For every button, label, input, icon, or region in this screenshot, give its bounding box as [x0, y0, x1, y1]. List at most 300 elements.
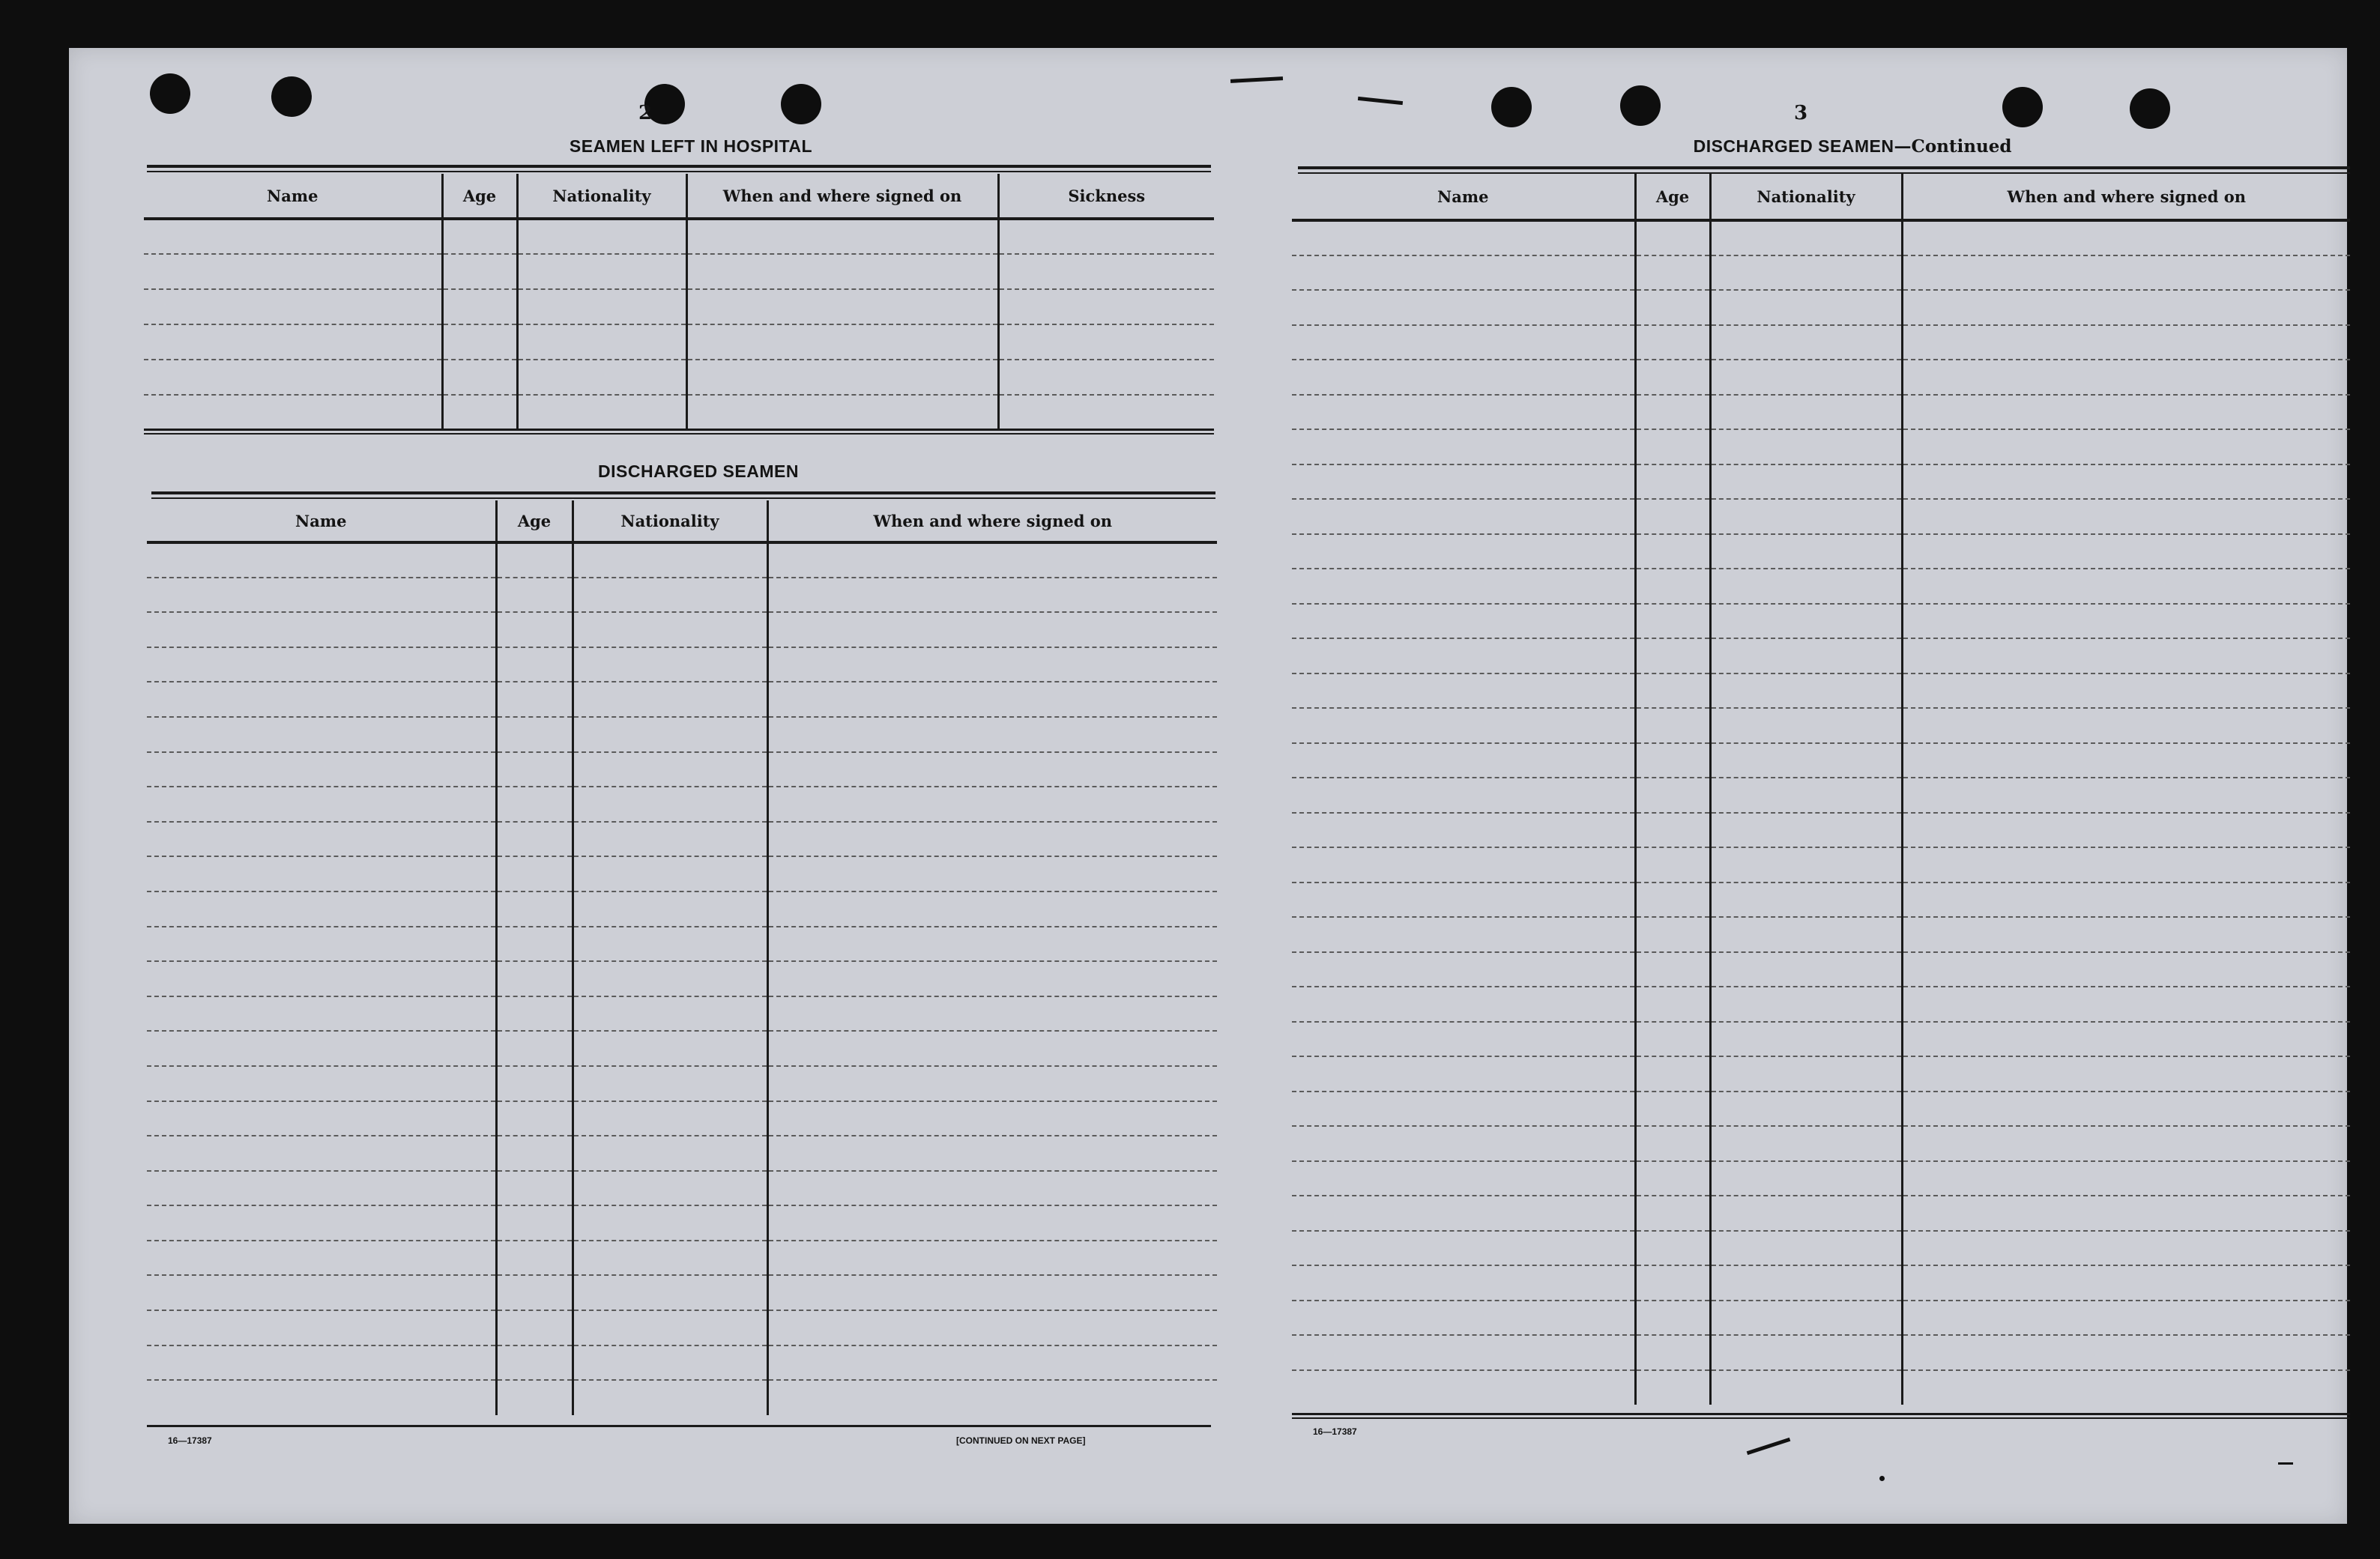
age-cell[interactable] — [496, 1136, 573, 1171]
signed-on-cell[interactable] — [1902, 1196, 2350, 1231]
table-row — [147, 856, 1217, 891]
nationality-cell[interactable] — [1710, 952, 1902, 987]
name-cell[interactable] — [144, 254, 442, 289]
signed-on-cell[interactable] — [767, 1171, 1217, 1206]
age-cell[interactable] — [1635, 1126, 1710, 1161]
nationality-cell[interactable] — [1710, 429, 1902, 464]
nationality-cell[interactable] — [1710, 987, 1902, 1022]
age-cell[interactable] — [442, 219, 517, 254]
signed-on-cell[interactable] — [1902, 673, 2350, 709]
nationality-cell[interactable] — [1710, 325, 1902, 360]
age-cell[interactable] — [496, 961, 573, 996]
age-cell[interactable] — [496, 1275, 573, 1310]
nationality-cell[interactable] — [573, 1171, 767, 1206]
nationality-cell[interactable] — [1710, 1265, 1902, 1301]
name-cell[interactable] — [1292, 1231, 1635, 1266]
nationality-cell[interactable] — [1710, 883, 1902, 918]
name-cell[interactable] — [1292, 325, 1635, 360]
nationality-cell[interactable] — [1710, 1056, 1902, 1092]
table-row — [147, 542, 1217, 578]
nationality-cell[interactable] — [517, 219, 686, 254]
discharged-title-rule — [151, 491, 1215, 499]
title-main: DISCHARGED SEAMEN — [1693, 136, 1894, 156]
column-header-age: Age — [442, 174, 517, 219]
signed-on-cell[interactable] — [1902, 638, 2350, 673]
nationality-cell[interactable] — [573, 647, 767, 682]
name-cell[interactable] — [1292, 1265, 1635, 1301]
signed-on-cell[interactable] — [767, 927, 1217, 962]
name-cell[interactable] — [147, 647, 496, 682]
signed-on-cell[interactable] — [767, 822, 1217, 857]
age-cell[interactable] — [1635, 1370, 1710, 1405]
signed-on-cell[interactable] — [767, 787, 1217, 822]
signed-on-cell[interactable] — [767, 1345, 1217, 1381]
name-cell[interactable] — [147, 822, 496, 857]
name-cell[interactable] — [1292, 534, 1635, 569]
name-cell[interactable] — [1292, 847, 1635, 883]
nationality-cell[interactable] — [573, 1136, 767, 1171]
signed-on-cell[interactable] — [1902, 1301, 2350, 1336]
signed-on-cell[interactable] — [767, 682, 1217, 717]
nationality-cell[interactable] — [1710, 464, 1902, 500]
signed-on-cell[interactable] — [686, 254, 998, 289]
name-cell[interactable] — [1292, 220, 1635, 255]
name-cell[interactable] — [1292, 813, 1635, 848]
nationality-cell[interactable] — [573, 927, 767, 962]
name-cell[interactable] — [1292, 1370, 1635, 1405]
age-cell[interactable] — [1635, 290, 1710, 325]
signed-on-cell[interactable] — [1902, 220, 2350, 255]
name-cell[interactable] — [1292, 569, 1635, 604]
age-cell[interactable] — [1635, 1022, 1710, 1057]
name-cell[interactable] — [147, 542, 496, 578]
name-cell[interactable] — [144, 324, 442, 360]
signed-on-cell[interactable] — [767, 1380, 1217, 1415]
nationality-cell[interactable] — [1710, 290, 1902, 325]
table-row — [144, 360, 1214, 395]
age-cell[interactable] — [1635, 1092, 1710, 1127]
age-cell[interactable] — [1635, 395, 1710, 430]
name-cell[interactable] — [147, 1136, 496, 1171]
name-cell[interactable] — [1292, 673, 1635, 709]
name-cell[interactable] — [147, 1275, 496, 1310]
age-cell[interactable] — [496, 578, 573, 613]
table-row — [147, 1066, 1217, 1101]
age-cell[interactable] — [1635, 638, 1710, 673]
nationality-cell[interactable] — [573, 542, 767, 578]
nationality-cell[interactable] — [573, 1345, 767, 1381]
name-cell[interactable] — [1292, 395, 1635, 430]
signed-on-cell[interactable] — [767, 996, 1217, 1032]
signed-on-cell[interactable] — [1902, 360, 2350, 395]
nationality-cell[interactable] — [517, 324, 686, 360]
signed-on-cell[interactable] — [686, 395, 998, 430]
signed-on-cell[interactable] — [1902, 883, 2350, 918]
nationality-cell[interactable] — [1710, 604, 1902, 639]
age-cell[interactable] — [1635, 604, 1710, 639]
name-cell[interactable] — [1292, 987, 1635, 1022]
age-cell[interactable] — [496, 787, 573, 822]
age-cell[interactable] — [496, 996, 573, 1032]
age-cell[interactable] — [1635, 952, 1710, 987]
table-row — [1292, 325, 2350, 360]
age-cell[interactable] — [496, 717, 573, 752]
name-cell[interactable] — [147, 927, 496, 962]
name-cell[interactable] — [1292, 255, 1635, 291]
signed-on-cell[interactable] — [1902, 813, 2350, 848]
nationality-cell[interactable] — [1710, 813, 1902, 848]
signed-on-cell[interactable] — [686, 360, 998, 395]
name-cell[interactable] — [1292, 708, 1635, 743]
name-cell[interactable] — [1292, 917, 1635, 952]
age-cell[interactable] — [1635, 673, 1710, 709]
nationality-cell[interactable] — [1710, 569, 1902, 604]
signed-on-cell[interactable] — [767, 1101, 1217, 1136]
name-cell[interactable] — [147, 1241, 496, 1276]
age-cell[interactable] — [496, 1241, 573, 1276]
signed-on-cell[interactable] — [767, 856, 1217, 891]
nationality-cell[interactable] — [517, 254, 686, 289]
age-cell[interactable] — [496, 1345, 573, 1381]
nationality-cell[interactable] — [1710, 778, 1902, 813]
sickness-cell[interactable] — [998, 360, 1214, 395]
signed-on-cell[interactable] — [1902, 952, 2350, 987]
signed-on-cell[interactable] — [1902, 395, 2350, 430]
table-row — [1292, 1231, 2350, 1266]
age-cell[interactable] — [1635, 743, 1710, 778]
name-cell[interactable] — [1292, 952, 1635, 987]
signed-on-cell[interactable] — [1902, 325, 2350, 360]
age-cell[interactable] — [1635, 708, 1710, 743]
signed-on-cell[interactable] — [1902, 1126, 2350, 1161]
age-cell[interactable] — [1635, 220, 1710, 255]
nationality-cell[interactable] — [1710, 1022, 1902, 1057]
signed-on-cell[interactable] — [1902, 290, 2350, 325]
nationality-cell[interactable] — [573, 1066, 767, 1101]
nationality-cell[interactable] — [1710, 499, 1902, 534]
nationality-cell[interactable] — [1710, 1092, 1902, 1127]
nationality-cell[interactable] — [573, 1241, 767, 1276]
name-cell[interactable] — [144, 360, 442, 395]
nationality-cell[interactable] — [1710, 673, 1902, 709]
name-cell[interactable] — [1292, 1161, 1635, 1196]
signed-on-cell[interactable] — [767, 717, 1217, 752]
table-row — [1292, 569, 2350, 604]
age-cell[interactable] — [496, 927, 573, 962]
signed-on-cell[interactable] — [1902, 1056, 2350, 1092]
name-cell[interactable] — [147, 612, 496, 647]
column-header-nationality: Nationality — [517, 174, 686, 219]
age-cell[interactable] — [1635, 1265, 1710, 1301]
table-row — [1292, 395, 2350, 430]
nationality-cell[interactable] — [1710, 917, 1902, 952]
nationality-cell[interactable] — [573, 1205, 767, 1241]
age-cell[interactable] — [1635, 499, 1710, 534]
nationality-cell[interactable] — [573, 717, 767, 752]
table-row — [1292, 743, 2350, 778]
nationality-cell[interactable] — [1710, 743, 1902, 778]
signed-on-cell[interactable] — [767, 1310, 1217, 1345]
name-cell[interactable] — [1292, 1301, 1635, 1336]
signed-on-cell[interactable] — [767, 647, 1217, 682]
nationality-cell[interactable] — [1710, 534, 1902, 569]
age-cell[interactable] — [496, 682, 573, 717]
age-cell[interactable] — [1635, 917, 1710, 952]
name-cell[interactable] — [144, 289, 442, 324]
nationality-cell[interactable] — [1710, 847, 1902, 883]
table-row — [147, 1136, 1217, 1171]
signed-on-cell[interactable] — [767, 1066, 1217, 1101]
age-cell[interactable] — [496, 752, 573, 787]
name-cell[interactable] — [1292, 1126, 1635, 1161]
age-cell[interactable] — [1635, 1301, 1710, 1336]
name-cell[interactable] — [147, 682, 496, 717]
name-cell[interactable] — [1292, 360, 1635, 395]
name-cell[interactable] — [147, 856, 496, 891]
age-cell[interactable] — [496, 1380, 573, 1415]
age-cell[interactable] — [1635, 569, 1710, 604]
name-cell[interactable] — [1292, 743, 1635, 778]
nationality-cell[interactable] — [517, 395, 686, 430]
name-cell[interactable] — [1292, 778, 1635, 813]
age-cell[interactable] — [1635, 883, 1710, 918]
age-cell[interactable] — [442, 324, 517, 360]
signed-on-cell[interactable] — [767, 891, 1217, 927]
punch-hole — [2002, 87, 2043, 127]
column-header-age: Age — [1635, 174, 1710, 220]
nationality-cell[interactable] — [1710, 708, 1902, 743]
name-cell[interactable] — [144, 395, 442, 430]
signed-on-cell[interactable] — [1902, 1092, 2350, 1127]
name-cell[interactable] — [1292, 1092, 1635, 1127]
name-cell[interactable] — [147, 717, 496, 752]
name-cell[interactable] — [147, 1380, 496, 1415]
signed-on-cell[interactable] — [686, 324, 998, 360]
nationality-cell[interactable] — [1710, 1301, 1902, 1336]
table-row — [147, 1310, 1217, 1345]
age-cell[interactable] — [1635, 429, 1710, 464]
nationality-cell[interactable] — [517, 289, 686, 324]
page-number-right: 3 — [1794, 102, 1808, 124]
column-header-name: Name — [147, 500, 496, 542]
age-cell[interactable] — [496, 542, 573, 578]
nationality-cell[interactable] — [573, 822, 767, 857]
age-cell[interactable] — [496, 1101, 573, 1136]
name-cell[interactable] — [1292, 883, 1635, 918]
age-cell[interactable] — [1635, 255, 1710, 291]
age-cell[interactable] — [1635, 778, 1710, 813]
sickness-cell[interactable] — [998, 395, 1214, 430]
signed-on-cell[interactable] — [767, 1031, 1217, 1066]
age-cell[interactable] — [442, 254, 517, 289]
signed-on-cell[interactable] — [1902, 1265, 2350, 1301]
age-cell[interactable] — [496, 1066, 573, 1101]
name-cell[interactable] — [1292, 638, 1635, 673]
punch-hole — [781, 84, 821, 124]
age-cell[interactable] — [1635, 360, 1710, 395]
age-cell[interactable] — [442, 360, 517, 395]
signed-on-cell[interactable] — [686, 219, 998, 254]
signed-on-cell[interactable] — [1902, 534, 2350, 569]
signed-on-cell[interactable] — [767, 1241, 1217, 1276]
nationality-cell[interactable] — [1710, 1370, 1902, 1405]
signed-on-cell[interactable] — [1902, 569, 2350, 604]
signed-on-cell[interactable] — [1902, 499, 2350, 534]
age-cell[interactable] — [496, 1171, 573, 1206]
table-row — [147, 996, 1217, 1032]
name-cell[interactable] — [144, 219, 442, 254]
signed-on-cell[interactable] — [1902, 429, 2350, 464]
sickness-cell[interactable] — [998, 324, 1214, 360]
nationality-cell[interactable] — [573, 578, 767, 613]
signed-on-cell[interactable] — [767, 542, 1217, 578]
nationality-cell[interactable] — [573, 752, 767, 787]
age-cell[interactable] — [1635, 1196, 1710, 1231]
nationality-cell[interactable] — [1710, 255, 1902, 291]
signed-on-cell[interactable] — [1902, 1022, 2350, 1057]
signed-on-cell[interactable] — [1902, 1161, 2350, 1196]
age-cell[interactable] — [1635, 847, 1710, 883]
age-cell[interactable] — [1635, 987, 1710, 1022]
name-cell[interactable] — [147, 1345, 496, 1381]
name-cell[interactable] — [1292, 1022, 1635, 1057]
name-cell[interactable] — [147, 961, 496, 996]
signed-on-cell[interactable] — [1902, 917, 2350, 952]
signed-on-cell[interactable] — [1902, 464, 2350, 500]
sickness-cell[interactable] — [998, 219, 1214, 254]
signed-on-cell[interactable] — [1902, 1335, 2350, 1370]
nationality-cell[interactable] — [1710, 220, 1902, 255]
signed-on-cell[interactable] — [1902, 778, 2350, 813]
nationality-cell[interactable] — [1710, 360, 1902, 395]
signed-on-cell[interactable] — [1902, 1370, 2350, 1405]
nationality-cell[interactable] — [573, 682, 767, 717]
continued-title-rule — [1298, 166, 2350, 174]
age-cell[interactable] — [1635, 325, 1710, 360]
nationality-cell[interactable] — [1710, 1161, 1902, 1196]
name-cell[interactable] — [147, 578, 496, 613]
signed-on-cell[interactable] — [767, 752, 1217, 787]
signed-on-cell[interactable] — [1902, 847, 2350, 883]
age-cell[interactable] — [496, 856, 573, 891]
table-row — [147, 578, 1217, 613]
signed-on-cell[interactable] — [1902, 604, 2350, 639]
age-cell[interactable] — [1635, 534, 1710, 569]
column-header-name: Name — [1292, 174, 1635, 220]
name-cell[interactable] — [147, 1031, 496, 1066]
nationality-cell[interactable] — [573, 996, 767, 1032]
name-cell[interactable] — [147, 787, 496, 822]
signed-on-cell[interactable] — [1902, 1231, 2350, 1266]
name-cell[interactable] — [147, 1101, 496, 1136]
name-cell[interactable] — [1292, 429, 1635, 464]
nationality-cell[interactable] — [573, 1310, 767, 1345]
nationality-cell[interactable] — [573, 612, 767, 647]
nationality-cell[interactable] — [1710, 1231, 1902, 1266]
table-row — [147, 1345, 1217, 1381]
signed-on-cell[interactable] — [767, 1275, 1217, 1310]
nationality-cell[interactable] — [1710, 1196, 1902, 1231]
column-header-nationality: Nationality — [1710, 174, 1902, 220]
age-cell[interactable] — [496, 1205, 573, 1241]
name-cell[interactable] — [1292, 1196, 1635, 1231]
nationality-cell[interactable] — [1710, 1126, 1902, 1161]
sickness-cell[interactable] — [998, 254, 1214, 289]
age-cell[interactable] — [1635, 1335, 1710, 1370]
discharged-table — [147, 500, 1217, 1415]
nationality-cell[interactable] — [517, 360, 686, 395]
ink-mark — [1358, 97, 1403, 105]
age-cell[interactable] — [442, 289, 517, 324]
name-cell[interactable] — [1292, 464, 1635, 500]
signed-on-cell[interactable] — [1902, 708, 2350, 743]
name-cell[interactable] — [1292, 290, 1635, 325]
age-cell[interactable] — [496, 1310, 573, 1345]
table-row — [147, 961, 1217, 996]
age-cell[interactable] — [1635, 464, 1710, 500]
nationality-cell[interactable] — [573, 1380, 767, 1415]
age-cell[interactable] — [442, 395, 517, 430]
nationality-cell[interactable] — [573, 1101, 767, 1136]
name-cell[interactable] — [147, 996, 496, 1032]
table-row — [1292, 604, 2350, 639]
sickness-cell[interactable] — [998, 289, 1214, 324]
nationality-cell[interactable] — [1710, 1335, 1902, 1370]
signed-on-cell[interactable] — [767, 1205, 1217, 1241]
name-cell[interactable] — [147, 1310, 496, 1345]
signed-on-cell[interactable] — [767, 961, 1217, 996]
age-cell[interactable] — [496, 891, 573, 927]
age-cell[interactable] — [496, 822, 573, 857]
signed-on-cell[interactable] — [767, 1136, 1217, 1171]
nationality-cell[interactable] — [573, 856, 767, 891]
signed-on-cell[interactable] — [1902, 743, 2350, 778]
age-cell[interactable] — [1635, 1231, 1710, 1266]
nationality-cell[interactable] — [573, 787, 767, 822]
nationality-cell[interactable] — [573, 1275, 767, 1310]
name-cell[interactable] — [1292, 499, 1635, 534]
age-cell[interactable] — [496, 612, 573, 647]
name-cell[interactable] — [1292, 1335, 1635, 1370]
nationality-cell[interactable] — [1710, 638, 1902, 673]
name-cell[interactable] — [147, 1205, 496, 1241]
signed-on-cell[interactable] — [1902, 987, 2350, 1022]
name-cell[interactable] — [147, 1066, 496, 1101]
hospital-section-title: SEAMEN LEFT IN HOSPITAL — [569, 136, 813, 156]
nationality-cell[interactable] — [573, 1031, 767, 1066]
age-cell[interactable] — [1635, 1056, 1710, 1092]
age-cell[interactable] — [496, 647, 573, 682]
signed-on-cell[interactable] — [767, 612, 1217, 647]
table-row — [1292, 813, 2350, 848]
age-cell[interactable] — [1635, 813, 1710, 848]
signed-on-cell[interactable] — [1902, 255, 2350, 291]
nationality-cell[interactable] — [573, 891, 767, 927]
signed-on-cell[interactable] — [686, 289, 998, 324]
name-cell[interactable] — [147, 752, 496, 787]
age-cell[interactable] — [1635, 1161, 1710, 1196]
age-cell[interactable] — [496, 1031, 573, 1066]
name-cell[interactable] — [147, 1171, 496, 1206]
nationality-cell[interactable] — [1710, 395, 1902, 430]
name-cell[interactable] — [1292, 604, 1635, 639]
signed-on-cell[interactable] — [767, 578, 1217, 613]
nationality-cell[interactable] — [573, 961, 767, 996]
table-row — [1292, 883, 2350, 918]
name-cell[interactable] — [147, 891, 496, 927]
name-cell[interactable] — [1292, 1056, 1635, 1092]
table-row — [1292, 1126, 2350, 1161]
